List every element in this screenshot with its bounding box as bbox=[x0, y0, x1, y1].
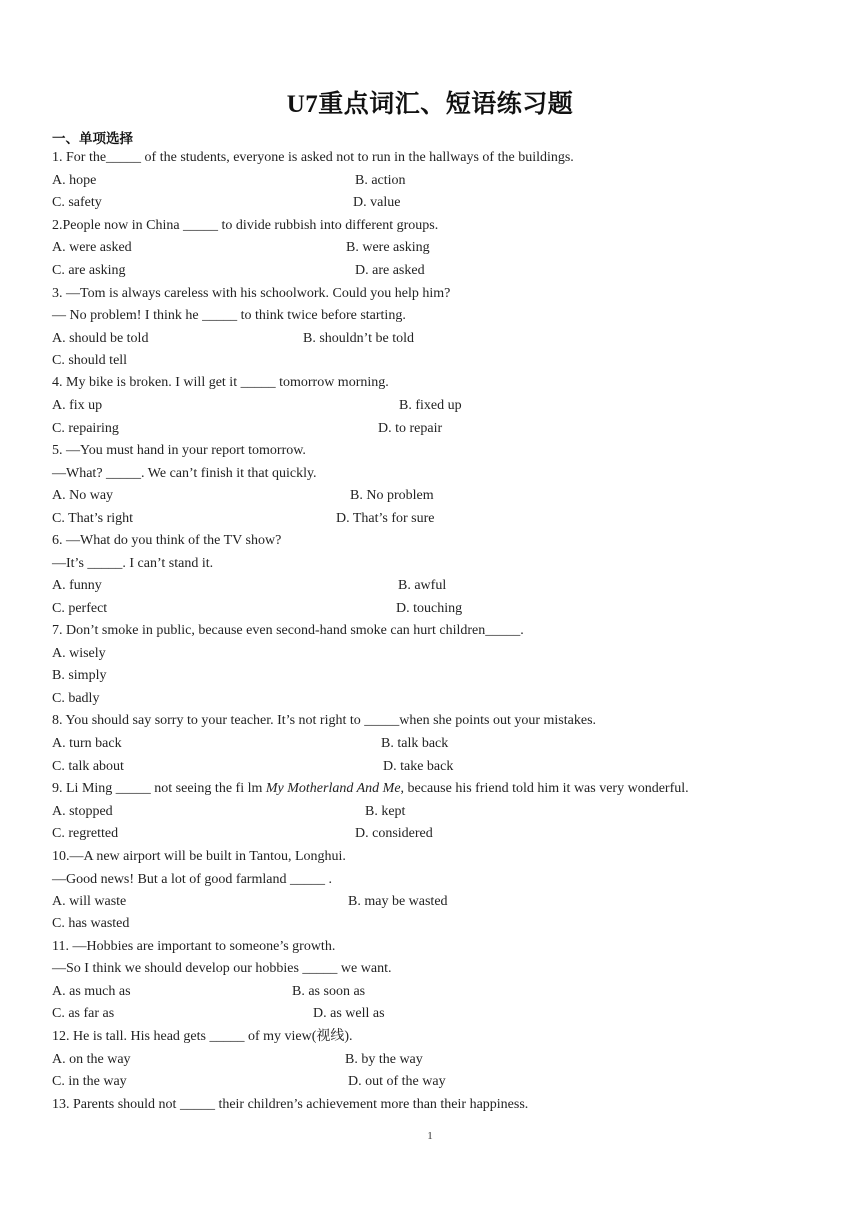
option-6a: A. funny bbox=[52, 578, 102, 593]
option-1a: A. hope bbox=[52, 173, 97, 188]
option-3b: B. shouldn’t be told bbox=[303, 331, 414, 346]
option-6c: C. perfect bbox=[52, 601, 108, 616]
option-5a: A. No way bbox=[52, 488, 114, 503]
question-stem-3-reply: — No problem! I think he _____ to think twice before starting. bbox=[52, 308, 406, 323]
question-stem-4: 4. My bike is broken. I will get it _____ tomorrow morning. bbox=[52, 375, 389, 390]
option-8b: B. talk back bbox=[381, 736, 449, 751]
option-8a: A. turn back bbox=[52, 736, 122, 751]
question-stem-10-reply: —Good news! But a lot of good farmland _____ . bbox=[52, 872, 332, 887]
page-title: U7重点词汇、短语练习题 bbox=[286, 91, 574, 118]
option-12c: C. in the way bbox=[52, 1074, 127, 1089]
option-12b: B. by the way bbox=[345, 1052, 423, 1067]
option-3c: C. should tell bbox=[52, 353, 128, 368]
option-9a: A. stopped bbox=[52, 804, 113, 819]
film-title: My Motherland And Me bbox=[265, 781, 401, 796]
option-8c: C. talk about bbox=[52, 759, 124, 774]
option-11a: A. as much as bbox=[52, 984, 131, 999]
option-9b: B. kept bbox=[365, 804, 406, 819]
option-5b: B. No problem bbox=[350, 488, 434, 503]
question-stem-5: 5. —You must hand in your report tomorrow. bbox=[52, 443, 306, 458]
option-7b: B. simply bbox=[52, 668, 107, 683]
option-10b: B. may be wasted bbox=[348, 894, 448, 909]
question-stem-10: 10.—A new airport will be built in Tantou, Longhui. bbox=[52, 849, 346, 864]
question-stem-2: 2.People now in China _____ to divide rubbish into different groups. bbox=[52, 218, 439, 233]
question-stem-6-reply: —It’s _____. I can’t stand it. bbox=[52, 556, 214, 571]
option-7c: C. badly bbox=[52, 691, 100, 706]
option-11d: D. as well as bbox=[313, 1006, 385, 1021]
option-10c: C. has wasted bbox=[52, 916, 130, 931]
option-9d: D. considered bbox=[355, 826, 433, 841]
question-stem-13: 13. Parents should not _____ their children’s achievement more than their happiness. bbox=[52, 1097, 529, 1112]
option-11b: B. as soon as bbox=[292, 984, 366, 999]
question-stem-9-end: , because his friend told him it was very wonderful. bbox=[400, 781, 689, 796]
option-5d: D. That’s for sure bbox=[336, 511, 435, 526]
option-6d: D. touching bbox=[396, 601, 463, 616]
option-12d: D. out of the way bbox=[348, 1074, 446, 1089]
question-stem-11-reply: —So I think we should develop our hobbies _____ we want. bbox=[52, 961, 392, 976]
option-12a: A. on the way bbox=[52, 1052, 131, 1067]
question-stem-9-start: 9. Li Ming _____ not seeing the fi lm bbox=[52, 781, 266, 796]
option-2d: D. are asked bbox=[355, 263, 425, 278]
option-11c: C. as far as bbox=[52, 1006, 115, 1021]
option-1c: C. safety bbox=[52, 195, 102, 210]
question-stem-1: 1. For the_____ of the students, everyone is asked not to run in the hallways of the buildings. bbox=[52, 150, 574, 165]
question-stem-8: 8. You should say sorry to your teacher. It’s not right to _____when she points out your mistakes. bbox=[52, 713, 597, 728]
option-4b: B. fixed up bbox=[399, 398, 462, 413]
option-2c: C. are asking bbox=[52, 263, 126, 278]
question-stem-5-reply: —What? _____. We can’t finish it that quickly. bbox=[52, 466, 317, 481]
option-7a: A. wisely bbox=[52, 646, 106, 661]
question-stem-7: 7. Don’t smoke in public, because even second-hand smoke can hurt children_____. bbox=[52, 623, 524, 638]
option-4d: D. to repair bbox=[378, 421, 443, 436]
option-4a: A. fix up bbox=[52, 398, 103, 413]
option-3a: A. should be told bbox=[52, 331, 149, 346]
option-1d: D. value bbox=[353, 195, 401, 210]
option-8d: D. take back bbox=[383, 759, 454, 774]
question-stem-12: 12. He is tall. His head gets _____ of my view(视线). bbox=[52, 1029, 353, 1044]
option-10a: A. will waste bbox=[52, 894, 127, 909]
option-5c: C. That’s right bbox=[52, 511, 134, 526]
option-2a: A. were asked bbox=[52, 240, 132, 255]
option-9c: C. regretted bbox=[52, 826, 119, 841]
question-stem-11: 11. —Hobbies are important to someone’s growth. bbox=[52, 939, 336, 954]
question-stem-3: 3. —Tom is always careless with his schoolwork. Could you help him? bbox=[52, 286, 451, 301]
option-4c: C. repairing bbox=[52, 421, 119, 436]
option-2b: B. were asking bbox=[346, 240, 430, 255]
option-1b: B. action bbox=[355, 173, 406, 188]
question-stem-9 bbox=[52, 780, 689, 798]
question-stem-6: 6. —What do you think of the TV show? bbox=[52, 533, 282, 548]
option-6b: B. awful bbox=[398, 578, 447, 593]
page-number: 1 bbox=[427, 1130, 433, 1142]
section-heading: 一、单项选择 bbox=[52, 131, 133, 147]
